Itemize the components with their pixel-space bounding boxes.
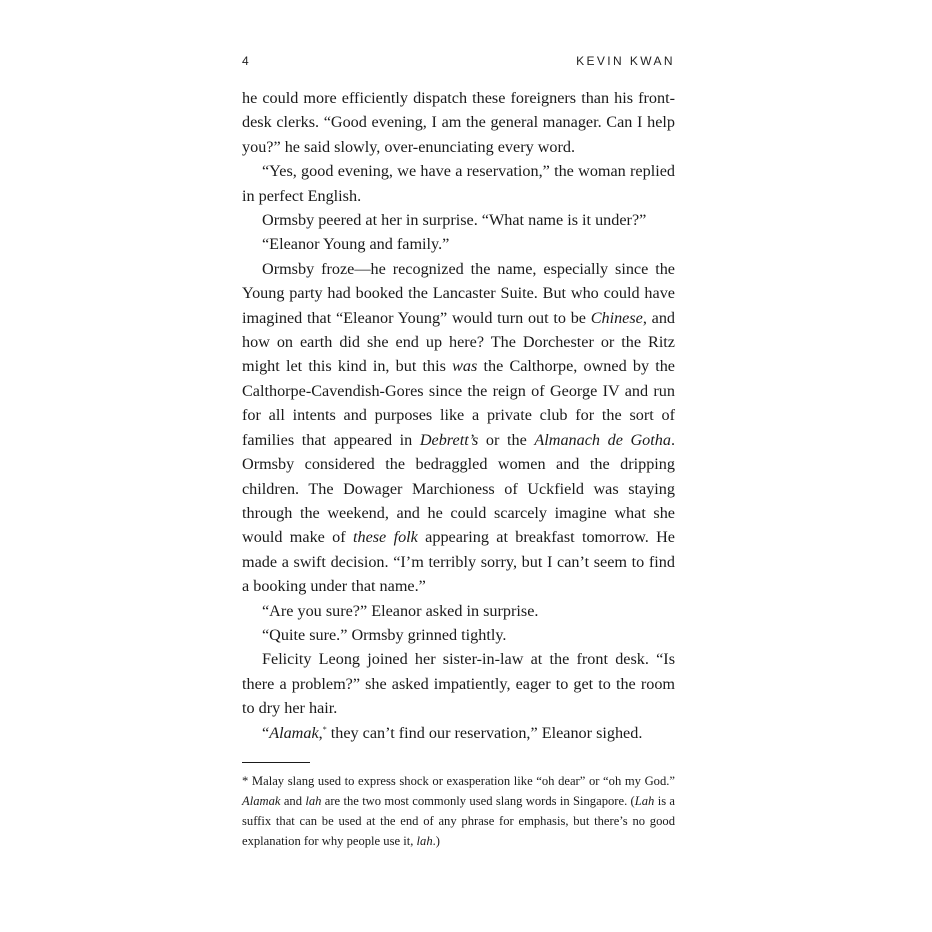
italic-text: lah bbox=[305, 794, 322, 808]
italic-text: Almanach de Gotha bbox=[534, 430, 671, 449]
footnote-rule bbox=[242, 762, 310, 763]
paragraph bbox=[242, 599, 675, 623]
italic-text: Debrett’s bbox=[419, 430, 479, 449]
text-run: , and how on earth did she end up here? The Dorchester or the Ritz might let this kind in, but this bbox=[242, 308, 676, 376]
text-run: “Eleanor Young and family.” bbox=[262, 235, 450, 254]
italic-text: Alamak bbox=[242, 794, 281, 808]
text-run: “Yes, good evening, we have a reservation,” the woman replied in perfect English. bbox=[242, 162, 675, 205]
text-run: and bbox=[280, 794, 306, 808]
body-text bbox=[242, 86, 675, 745]
paragraph bbox=[242, 232, 675, 256]
italic-text: lah bbox=[416, 834, 433, 848]
paragraph bbox=[242, 721, 675, 745]
text-run: “Are you sure?” Eleanor asked in surprise. bbox=[262, 601, 539, 620]
text-run: is a suffix that can be used at the end of any phrase for emphasis, but there’s no good explanation for why people use it, bbox=[242, 794, 676, 848]
text-run: or the bbox=[478, 430, 535, 449]
footnote-text bbox=[242, 771, 675, 851]
italic-text: Alamak bbox=[269, 723, 319, 742]
italic-text: was bbox=[452, 357, 478, 376]
italic-text: Lah bbox=[634, 794, 655, 808]
text-run: he could more efficiently dispatch these foreigners than his front-desk clerks. “Good evening, I am the general manager. Can I help you?” he said slowly, over-enunciating every word. bbox=[242, 89, 675, 156]
text-run: Ormsby peered at her in surprise. “What name is it under?” bbox=[262, 211, 647, 230]
page-number: 4 bbox=[242, 54, 249, 68]
text-run: * Malay slang used to express shock or exasperation like “oh dear” or “oh my God.” bbox=[242, 774, 675, 788]
text-run: . Ormsby considered the bedraggled women and the dripping children. The Dowager Marchioness of Uckfield was staying through the weekend, and he could scarcely imagine what she would make of bbox=[242, 430, 676, 547]
text-run: are the two most commonly used slang words in Singapore. ( bbox=[321, 794, 635, 808]
footnote-marker: * bbox=[322, 724, 327, 734]
running-head-author: KEVIN KWAN bbox=[576, 54, 675, 68]
text-run: the Calthorpe, owned by the Calthorpe-Cavendish-Gores since the reign of George IV and run for all intents and purposes like a private club for the sort of families that appeared in bbox=[242, 357, 675, 449]
text-run: Ormsby froze—he recognized the name, especially since the Young party had booked the Lancaster Suite. But who could have imagined that “Eleanor Young” would turn out to be bbox=[242, 259, 675, 327]
paragraph bbox=[242, 208, 675, 232]
paragraph bbox=[242, 647, 675, 720]
text-run: they can’t find our reservation,” Eleanor sighed. bbox=[326, 723, 643, 742]
paragraph bbox=[242, 86, 675, 159]
italic-text: Chinese bbox=[590, 308, 643, 327]
paragraph bbox=[242, 257, 675, 599]
italic-text: these folk bbox=[352, 528, 418, 547]
running-head bbox=[242, 54, 675, 72]
text-run: , bbox=[318, 723, 323, 742]
text-run: “Quite sure.” Ormsby grinned tightly. bbox=[262, 625, 507, 644]
text-run: .) bbox=[432, 834, 440, 848]
paragraph bbox=[242, 159, 675, 208]
text-run: “ bbox=[262, 723, 270, 742]
text-run: appearing at breakfast tomorrow. He made a swift decision. “I’m terribly sorry, but I can’t seem to find a booking under that name.” bbox=[242, 528, 675, 596]
text-run: Felicity Leong joined her sister-in-law at the front desk. “Is there a problem?” she asked impatiently, eager to get to the room to dry her hair. bbox=[242, 650, 675, 718]
footnote bbox=[242, 771, 675, 851]
paragraph bbox=[242, 623, 675, 647]
